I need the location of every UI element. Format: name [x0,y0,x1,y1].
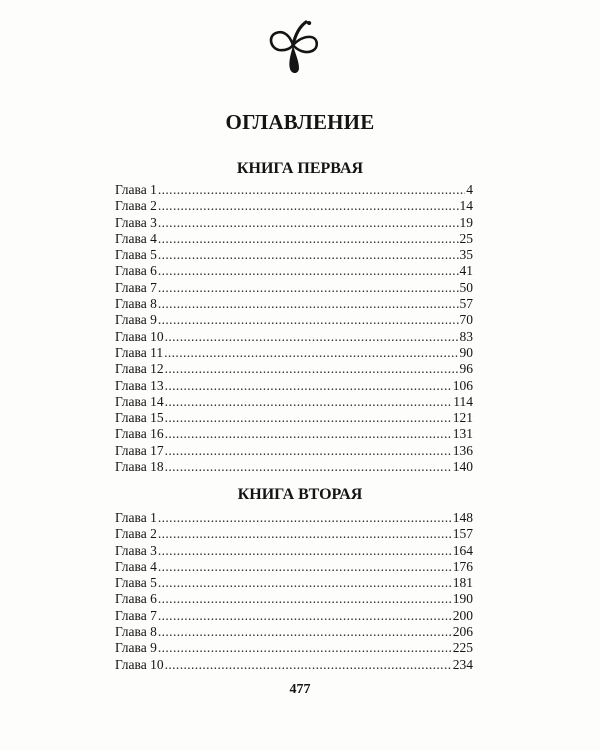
dot-leader [158,263,459,279]
chapter-page-number: 19 [459,214,473,230]
chapter-label: Глава 3 [115,542,157,558]
toc-entry [115,410,473,426]
toc-entry [115,345,473,361]
chapter-label: Глава 15 [115,410,164,426]
dot-leader [165,657,452,673]
dot-leader [158,280,459,296]
book-one-heading: КНИГА ПЕРВАЯ [236,160,364,177]
chapter-page-number: 190 [452,591,473,607]
toc-entry [115,247,473,263]
toc-entry [115,526,473,542]
toc-entry [115,378,473,394]
dot-leader [158,640,452,656]
chapter-page-number: 176 [452,558,473,574]
toc-entry [115,329,473,345]
chapter-page-number: 57 [459,296,473,312]
toc-entry [115,215,473,231]
chapter-label: Глава 8 [115,624,157,640]
chapter-label: Глава 1 [115,182,157,197]
toc-entry [115,459,473,475]
toc-entry [115,426,473,442]
dot-leader [158,296,459,312]
chapter-page-number: 41 [459,263,473,279]
chapter-page-number: 83 [459,328,473,344]
toc-entry [115,182,473,198]
chapter-label: Глава 10 [115,328,164,344]
toc-entry [115,280,473,296]
dot-leader [158,559,452,575]
chapter-label: Глава 4 [115,230,157,246]
chapter-label: Глава 4 [115,558,157,574]
chapter-page-number: 70 [459,312,473,328]
chapter-label: Глава 14 [115,393,164,409]
dot-leader [165,459,452,475]
dot-leader [158,312,459,328]
dot-leader [165,378,452,394]
dot-leader [158,575,452,591]
toc-entry [115,624,473,640]
chapter-label: Глава 8 [115,296,157,312]
chapter-label: Глава 17 [115,442,164,458]
chapter-label: Глава 7 [115,279,157,295]
toc-entry [115,263,473,279]
chapter-label: Глава 10 [115,656,164,672]
toc-entry [115,657,473,673]
toc-entry [115,296,473,312]
chapter-page-number: 164 [452,542,473,558]
toc-entry [115,608,473,624]
chapter-page-number: 225 [452,640,473,656]
toc-entry [115,591,473,607]
dot-leader [158,198,459,214]
dot-leader [165,329,459,345]
chapter-label: Глава 16 [115,426,164,442]
chapter-label: Глава 9 [115,640,157,656]
chapter-page-number: 136 [452,442,473,458]
toc-entry [115,361,473,377]
dot-leader [158,624,452,640]
toc-entry [115,559,473,575]
page-number: 477 [289,682,311,697]
chapter-page-number: 181 [452,575,473,591]
chapter-label: Глава 6 [115,591,157,607]
chapter-page-number: 90 [459,344,473,360]
chapter-page-number: 121 [452,410,473,426]
chapter-label: Глава 11 [115,344,164,360]
chapter-label: Глава 18 [115,459,164,475]
dot-leader [158,526,452,542]
chapter-page-number: 14 [459,198,473,214]
toc-entry [115,443,473,459]
toc-entry [115,510,473,526]
chapter-page-number: 35 [459,247,473,263]
chapter-page-number: 234 [452,656,473,672]
toc-entry [115,312,473,328]
chapter-page-number: 157 [452,526,473,542]
chapter-label: Глава 7 [115,607,157,623]
chapter-page-number: 25 [459,230,473,246]
chapter-page-number: 200 [452,607,473,623]
chapter-page-number: 206 [452,624,473,640]
toc-entry [115,394,473,410]
toc-entry [115,640,473,656]
dot-leader [158,591,452,607]
dot-leader [158,543,452,559]
dot-leader [165,426,452,442]
chapter-page-number: 131 [452,426,473,442]
dot-leader [165,410,452,426]
chapter-page-number: 50 [459,279,473,295]
dot-leader [164,345,458,361]
dot-leader [165,394,453,410]
chapter-label: Глава 3 [115,214,157,230]
chapter-page-number: 106 [452,377,473,393]
book-two-heading: КНИГА ВТОРАЯ [237,486,363,503]
toc-entry [115,231,473,247]
chapter-label: Глава 1 [115,510,157,525]
dot-leader [158,215,459,231]
dot-leader [158,608,452,624]
chapter-page-number: 4 [466,182,473,197]
chapter-label: Глава 5 [115,575,157,591]
book-one-chapter-list [115,182,473,475]
book-two-chapter-list [115,510,473,673]
chapter-label: Глава 2 [115,198,157,214]
chapter-label: Глава 12 [115,361,164,377]
chapter-page-number: 96 [459,361,473,377]
dot-leader [165,361,459,377]
dot-leader [158,182,465,198]
chapter-label: Глава 5 [115,247,157,263]
dot-leader [158,231,459,247]
dot-leader [158,510,452,526]
chapter-page-number: 140 [452,459,473,475]
toc-title: ОГЛАВЛЕНИЕ [225,110,375,134]
chapter-label: Глава 9 [115,312,157,328]
chapter-label: Глава 6 [115,263,157,279]
toc-entry [115,198,473,214]
dot-leader [158,247,459,263]
toc-entry [115,543,473,559]
dot-leader [165,443,452,459]
chapter-label: Глава 2 [115,526,157,542]
chapter-page-number: 114 [453,393,473,409]
chapter-label: Глава 13 [115,377,164,393]
chapter-page-number: 148 [452,510,473,525]
toc-entry [115,575,473,591]
fleuron-ornament-icon [262,14,326,78]
